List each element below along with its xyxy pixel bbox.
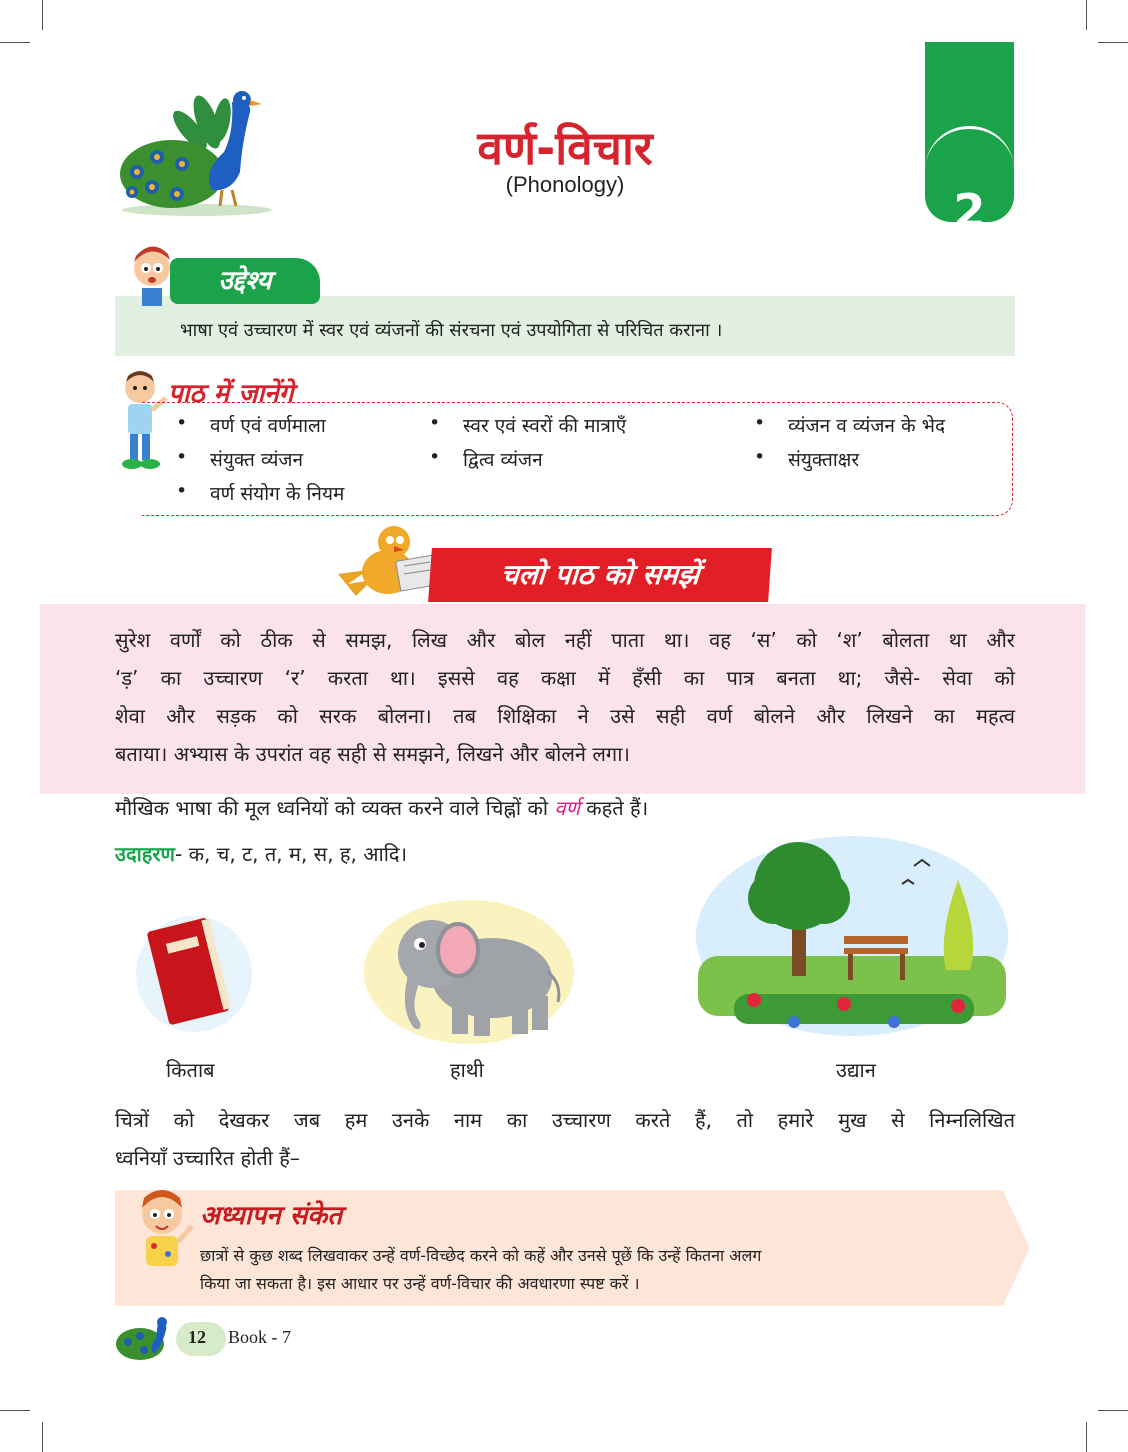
topic-item: • वर्ण संयोग के नियम	[210, 480, 344, 506]
topic-item: • द्वित्व व्यंजन	[463, 446, 543, 472]
lesson-banner: चलो पाठ को समझें	[428, 548, 772, 602]
topic-item: • संयुक्ताक्षर	[788, 446, 859, 472]
crop-mark	[42, 1422, 43, 1452]
crop-mark	[1098, 42, 1128, 43]
crop-mark	[0, 1410, 30, 1411]
crop-mark	[1086, 0, 1087, 30]
book-picture	[134, 912, 254, 1034]
definition-text: कहते हैं।	[579, 796, 649, 820]
example-text: - क, च, ट, त, म, स, ह, आदि।	[175, 842, 408, 866]
teaching-note-line: किया जा सकता है। इस आधार पर उन्हें वर्ण-विचार की अवधारणा स्पष्ट करें ।	[200, 1274, 640, 1293]
example-line	[115, 840, 407, 867]
story-line: शेवा और सड़क को सरक बोलना। तब शिक्षिका ने उसे सही वर्ण बोलने और लिखने का महत्व	[115, 704, 1015, 728]
picture-caption: उद्यान	[836, 1058, 876, 1082]
footer-peacock-icon	[114, 1314, 178, 1362]
topic-item: • संयुक्त व्यंजन	[210, 446, 303, 472]
objective-text: भाषा एवं उच्चारण में स्वर एवं व्यंजनों की संरचना एवं उपयोगिता से परिचित कराना ।	[180, 320, 723, 341]
definition-term: वर्ण	[554, 796, 580, 820]
garden-picture	[694, 836, 1010, 1042]
teaching-note-line: छात्रों से कुछ शब्द लिखवाकर उन्हें वर्ण-विच्छेद करने को कहें और उनसे पूछें कि उन्हें कितना अलग	[200, 1246, 762, 1265]
peacock-illustration	[112, 82, 282, 218]
crop-mark	[42, 0, 43, 30]
crop-mark	[1086, 1422, 1087, 1452]
learn-heading: पाठ में जानेंगे	[168, 379, 294, 409]
page-subtitle: (Phonology)	[505, 172, 625, 197]
topic-item: • स्वर एवं स्वरों की मात्राएँ	[463, 412, 626, 438]
crop-mark	[1098, 1410, 1128, 1411]
body-paragraph-line: चित्रों को देखकर जब हम उनके नाम का उच्चारण करते हैं, तो हमारे मुख से निम्नलिखित	[115, 1108, 1015, 1132]
page-title: वर्ण-विचार	[477, 121, 653, 175]
topic-item: • वर्ण एवं वर्णमाला	[210, 412, 326, 438]
boy-mascot-icon	[128, 240, 176, 306]
chapter-number: 2	[953, 184, 986, 238]
elephant-picture	[362, 898, 576, 1046]
story-line: बताया। अभ्यास के उपरांत वह सही से समझने, लिखने और बोलने लगा।	[115, 742, 630, 766]
crop-mark	[0, 42, 30, 43]
picture-caption: हाथी	[450, 1058, 484, 1082]
example-label: उदाहरण	[115, 842, 176, 866]
picture-caption: किताब	[166, 1058, 215, 1082]
teaching-note-heading: अध्यापन संकेत	[200, 1201, 343, 1231]
body-paragraph-line: ध्वनियाँ उच्चारित होती हैं–	[115, 1146, 300, 1170]
definition-text: मौखिक भाषा की मूल ध्वनियों को व्यक्त करने वाले चिह्नों को	[115, 796, 555, 820]
bird-reading-icon	[338, 522, 442, 604]
book-label: Book - 7	[228, 1327, 291, 1347]
story-line: ‘ड़’ का उच्चारण ‘र’ करता था। इससे वह कक्षा में हँसी का पात्र बनता था; जैसे- सेवा को	[115, 666, 1015, 690]
topic-item: • व्यंजन व व्यंजन के भेद	[788, 412, 945, 438]
teacher-boy-icon	[132, 1186, 196, 1268]
objective-heading: उद्देश्य	[170, 258, 320, 304]
definition-line	[115, 794, 648, 821]
story-line: सुरेश वर्णों को ठीक से समझ, लिख और बोल नहीं पाता था। वह ‘स’ को ‘श’ बोलता था और	[115, 628, 1015, 652]
chapter-tab	[925, 42, 1014, 238]
page-number: 12	[188, 1327, 206, 1347]
